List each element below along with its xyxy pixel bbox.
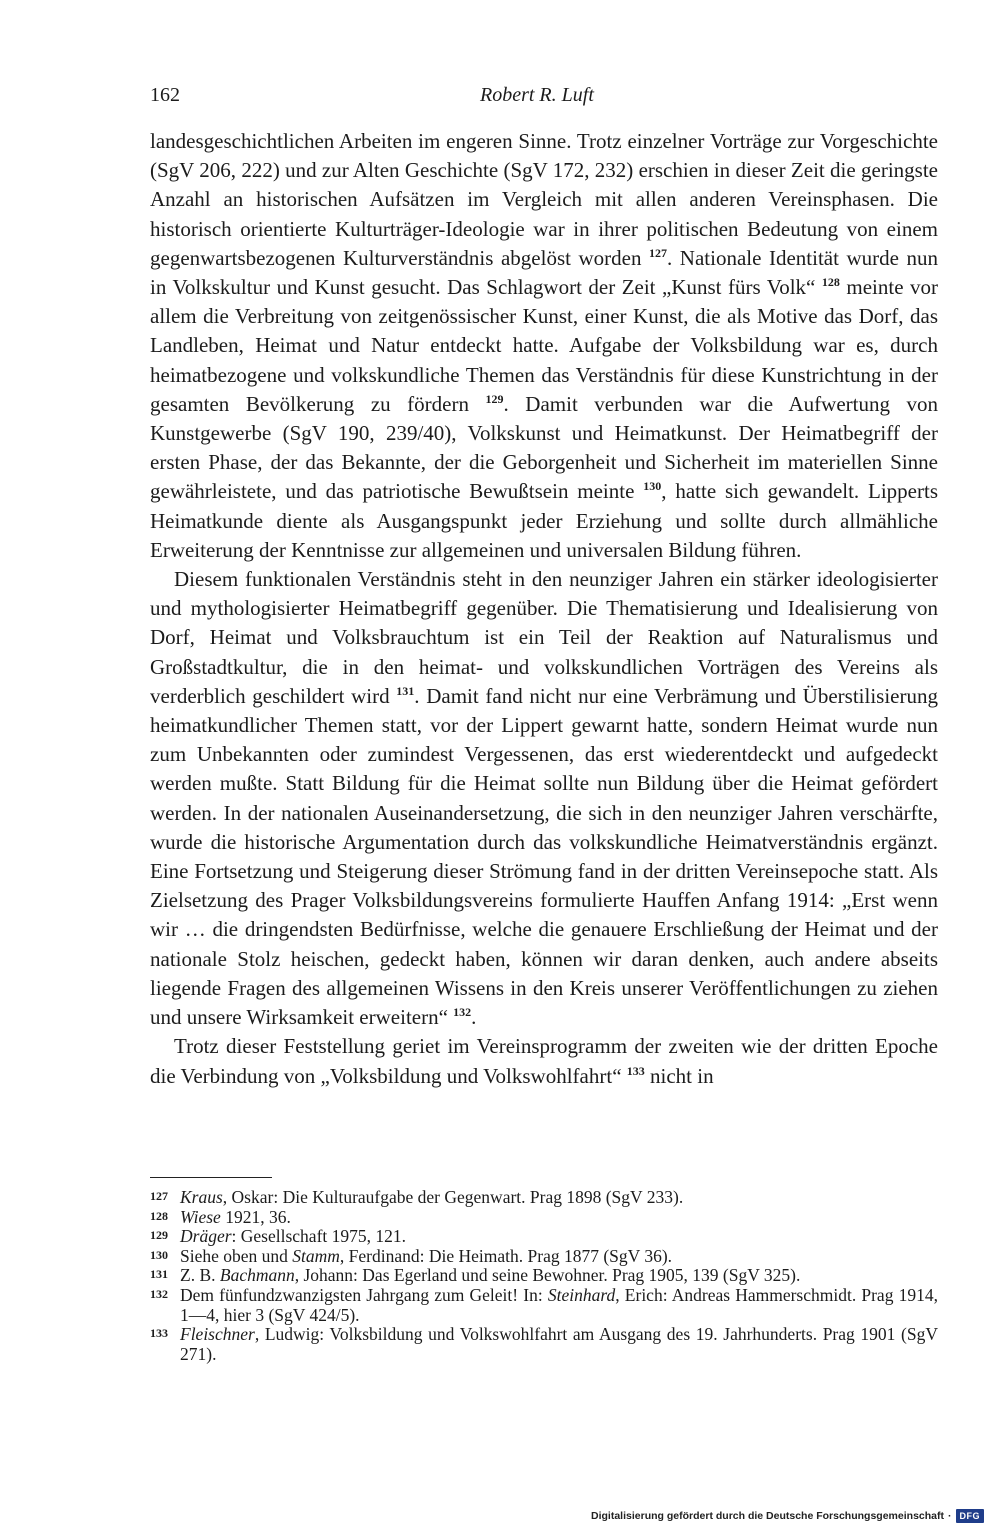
author-name: Steinhard (547, 1284, 616, 1305)
author-name: Fleischner (180, 1324, 255, 1345)
paragraph-text: , hatte sich gewandelt. Lipperts Heimatkunde diente als Ausgangspunkt jeder Erziehung und sollte durch allmähliche Erweiterung der Kenntnisse zur allgemeinen und universalen Bildung führen. (150, 479, 938, 562)
footnotes (150, 1188, 938, 1364)
citation-text: , Erich: Andreas Hammerschmidt. Prag 1914, 1—4, hier 3 (SgV 424/5). (180, 1284, 938, 1325)
footnote-text (180, 1227, 938, 1247)
footnote (150, 1227, 938, 1247)
footnote-reference: 129 (485, 391, 504, 406)
author-name: Kraus (180, 1187, 223, 1207)
footnote-text (180, 1188, 938, 1208)
footnote-text (180, 1286, 938, 1325)
body-paragraph (150, 127, 938, 565)
footnote-reference: 130 (643, 479, 662, 494)
footnote-number: 127 (150, 1189, 168, 1203)
footnote-reference: 131 (396, 683, 415, 698)
citation-text: Z. B. (180, 1265, 220, 1286)
footnote-text (180, 1266, 938, 1286)
footnote-reference: 132 (453, 1005, 472, 1020)
body-paragraph (150, 1032, 938, 1090)
footnote-text (180, 1208, 938, 1228)
citation-text: 1921, 36. (220, 1206, 291, 1227)
paragraph-text: meinte vor allem die Verbreitung von zeitgenössischer Kunst, einer Kunst, die als Motive das Dorf, das Landleben, Heimat und Natur entdeckt hatte. Aufgabe der Volksbildung war es, durch heimatbezogene und volkskundliche Themen das Verständnis für diese Kunstrichtung in der gesamten Bevölkerung zu fördern (150, 275, 938, 416)
citation-text: , Johann: Das Egerland und seine Bewohner. Prag 1905, 139 (SgV 325). (294, 1265, 801, 1286)
citation-text: , Oskar: Die Kulturaufgabe der Gegenwart. Prag 1898 (SgV 233). (222, 1187, 684, 1207)
paragraph-text: landesgeschichtlichen Arbeiten im engeren Sinne. Trotz einzelner Vorträge zur Vorgeschichte (SgV 206, 222) und zur Alten Geschichte (SgV 172, 232) erschien in dieser Zeit die geringste Anzahl an historischen Aufsätzen im Vergleich mit allen anderen Vereinsphasen. Die historisch orientierte Kulturträger-Ideologie war in ihrer politischen Bedeutung von einem gegenwartsbezogenen Kulturverständnis abgelöst worden (150, 129, 938, 270)
footnote (150, 1266, 938, 1286)
paragraph-text: . (471, 1005, 477, 1030)
footnote-reference: 127 (649, 245, 667, 260)
author-name: Wiese (180, 1206, 221, 1227)
paragraph-text: . Damit fand nicht nur eine Verbrämung und Überstilisierung heimatkundlicher Themen statt, vor der Lippert gewarnt hatte, sondern Heimat wurde nun zum Unbekannten oder zumindest Vergessenen, das erst wiederentdeckt und aufgedeckt werden mußte. Statt Bildung für die Heimat sollte nun Bildung über die Heimat gefördert werden. In der nationalen Auseinandersetzung, die sich in den neunziger Jahren verschärfte, wurde die historische Argumentation durch das volkskundliche Heimatverständnis ergänzt. Eine Fortsetzung und Steigerung dieser Strömung fand in der dritten Vereinsepoche statt. Als Zielsetzung des Prager Volksbildungsvereins formulierte Hauffen Anfang 1914: „Erst wenn wir … die dringendsten Bedürfnisse, welche die genauere Erschließung der Heimat und der nationale Stolz heischen, gedeckt haben, können wir daran denken, auch andere abseits liegende Fragen des allgemeinen Wissens in den Kreis unserer Veröffentlichungen zu ziehen und unsere Wirksamkeit erweitern“ (150, 683, 938, 1030)
paragraph-text: . Nationale Identität wurde nun in Volkskultur und Kunst gesucht. Das Schlagwort der Zeit „Kunst fürs Volk“ (150, 245, 938, 300)
footnote-number: 132 (150, 1286, 168, 1301)
paragraph-text: . Damit verbunden war die Aufwertung von Kunstgewerbe (SgV 190, 239/40), Volkskunst und Heimatkunst. Der Heimatbegriff der ersten Phase, der das Bekannte, der die Geborgenheit und Sicherheit im materiellen Sinne gewährleistete, und das patriotische Bewußtsein meinte (150, 391, 938, 504)
footnote-text (180, 1325, 938, 1364)
footnote-divider (150, 1177, 272, 1178)
paragraph-text: Trotz dieser Feststellung geriet im Vereinsprogramm der zweiten wie der dritten Epoche die Verbindung von „Volksbildung und Volkswohlfahrt“ (150, 1034, 938, 1088)
footnote-number: 129 (150, 1228, 168, 1243)
footnote (150, 1208, 938, 1228)
credit-separator: · (948, 1510, 952, 1522)
footnote (150, 1286, 938, 1325)
footnote (150, 1188, 938, 1208)
digitization-credit (591, 1509, 984, 1523)
citation-text: , Ferdinand: Die Heimath. Prag 1877 (SgV 36). (339, 1245, 673, 1266)
footnote (150, 1247, 938, 1267)
credit-text: Digitalisierung gefördert durch die Deutsche Forschungsgemeinschaft (591, 1510, 944, 1522)
paragraph-text: Diesem funktionalen Verständnis steht in den neunziger Jahren ein stärker ideologisierter und mythologisierter Heimatbegriff gegenüber. Die Thematisierung und Idealisierung von Dorf, Heimat und Volksbrauchtum ist ein Teil der Reaktion auf Naturalismus und Großstadtkultur, die in den heimat- und volkskundlichen Vorträgen des Vereins als verderblich geschildert wird (150, 567, 938, 708)
citation-text: Dem fünfundzwanzigsten Jahrgang zum Geleit! In: (180, 1284, 548, 1305)
footnote-reference: 128 (821, 275, 840, 290)
footnote-number: 128 (150, 1208, 168, 1223)
page-number: 162 (150, 84, 180, 106)
footnote-number: 133 (150, 1326, 168, 1341)
main-text (150, 127, 938, 1091)
footnote-text (180, 1247, 938, 1267)
citation-text: Siehe oben und (180, 1245, 293, 1266)
paragraph-text: nicht in (644, 1063, 714, 1088)
author-name: Dräger (180, 1226, 232, 1247)
author-name: Stamm (292, 1245, 340, 1266)
footnote (150, 1325, 938, 1364)
footnote-reference: 133 (626, 1063, 645, 1078)
author-name: Bachmann (219, 1265, 295, 1286)
citation-text: , Ludwig: Volksbildung und Volkswohlfahrt am Ausgang des 19. Jahrhunderts. Prag 1901 (SgV 271). (180, 1324, 938, 1364)
body-paragraph (150, 565, 938, 1032)
footnote-number: 131 (150, 1267, 168, 1282)
dfg-logo: DFG (956, 1509, 985, 1523)
running-head: Robert R. Luft (480, 84, 594, 106)
footnote-number: 130 (150, 1247, 168, 1262)
citation-text: : Gesellschaft 1975, 121. (231, 1226, 407, 1247)
